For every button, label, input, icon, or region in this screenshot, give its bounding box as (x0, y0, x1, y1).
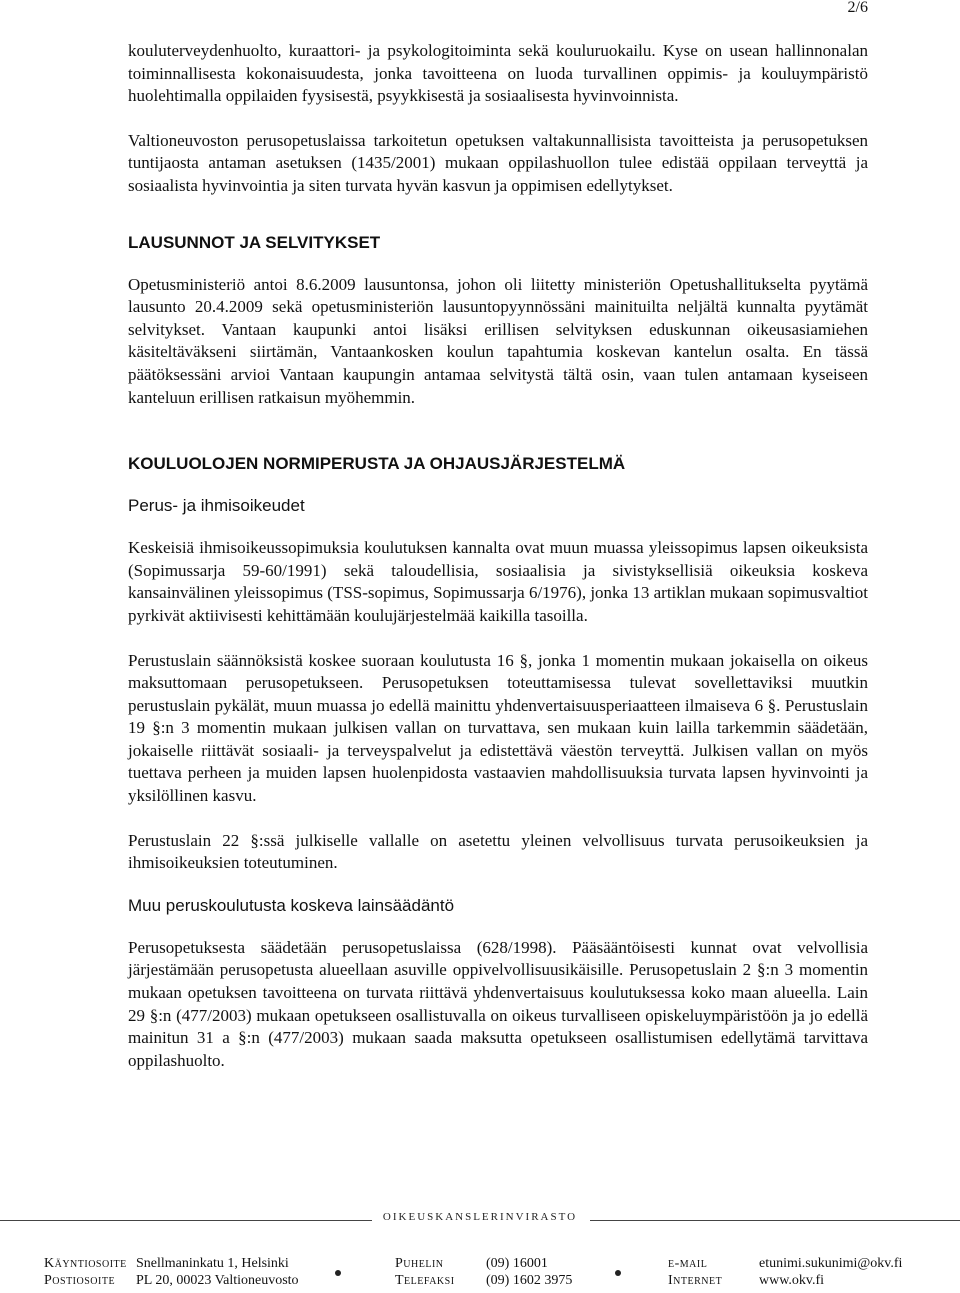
internet-value[interactable]: www.okv.fi (759, 1273, 825, 1288)
post-address-label: Postiosoite (44, 1273, 116, 1288)
footer-row-2 (0, 1273, 960, 1293)
phone-value: (09) 16001 (486, 1256, 548, 1271)
heading-normiperusta: KOULUOLOJEN NORMIPERUSTA JA OHJAUSJÄRJESTELMÄ (128, 454, 626, 474)
footer-rule-right (590, 1220, 960, 1221)
office-name: OIKEUSKANSLERINVIRASTO (382, 1211, 578, 1223)
fax-value: (09) 1602 3975 (486, 1273, 573, 1288)
visit-address-value: Snellmaninkatu 1, Helsinki (136, 1256, 289, 1271)
paragraph-ihmisoikeussopimukset: Keskeisiä ihmisoikeussopimuksia koulutuksen kannalta ovat muun muassa yleissopimus lapsen oikeuksista (Sopimussarja 59-60/1991) sekä taloudellisia, sosiaalisia ja sivistyksellisiä oikeuksia koskeva kansainvälinen yleissopimus (TSS-sopimus, Sopimussarja 6/1976), jonka 13 artiklan mukaan sopimusvaltiot pyrkivät aktiivisesti kehittämään koulujärjestelmää kaikilla tasoilla. (128, 538, 868, 625)
email-label: e-mail (668, 1256, 708, 1271)
heading-perus-ja-ihmisoikeudet: Perus- ja ihmisoikeudet (128, 496, 305, 516)
heading-lausunnot: LAUSUNNOT JA SELVITYKSET (128, 232, 381, 252)
visit-address-label: Käyntiosoite (44, 1256, 127, 1271)
email-value[interactable]: etunimi.sukunimi@okv.fi (759, 1256, 903, 1271)
phone-label: Puhelin (395, 1256, 444, 1271)
footer-rule-left (0, 1220, 372, 1221)
paragraph-perustuslaki: Perustuslain säännöksistä koskee suoraan koulutusta 16 §, jonka 1 momentin mukaan jokaisella on oikeus maksuttomaan perusopetukseen. Perusopetuksen toteuttamisessa tulevat sovellettaviksi muutkin perustuslain pykälät, muun muassa jo edellä mainittu yhdenvertaisuusperiaatteen ilmaiseva 6 §. Perustuslain 19 §:n 3 momentin mukaan julkisen vallan on turvattava, sen mukaan kuin lailla tarkemmin säädetään, jokaiselle riittävät sosiaali- ja terveyspalvelut ja edistettävä väestön terveyttä. Julkisen vallan on myös tuettava perheen ja muiden lapsen huolenpidosta vastaavien mahdollisuuksia turvata lapsen hyvinvointi ja yksilöllinen kasvu. (128, 650, 868, 806)
fax-label: Telefaksi (395, 1273, 455, 1288)
paragraph-perustuslaki-22: Perustuslain 22 §:ssä julkiselle vallalle on asetettu yleinen velvollisuus turvata perusoikeuksien ja ihmisoikeuksien toteutuminen. (128, 830, 868, 873)
paragraph-lausunnot: Opetusministeriö antoi 8.6.2009 lausuntonsa, johon oli liitetty ministeriön Opetushallitukselta pyytämä lausunto 20.4.2009 sekä opetusministeriön lausuntopyynnössäni mainituilta neljältä kunnalta pyytämät selvitykset. Vantaan kaupunki antoi lisäksi erillisen selvityksen eduskunnan oikeusasiamiehen käsiteltäväkseni siirtämän, Vantaankosken koulun tapahtumia koskevan kantelun osalta. En tässä päätöksessäni arvioi Vantaan kaupungin antamaa selvitystä tältä osin, vaan tulen antamaan kyseiseen kanteluun erillisen ratkaisun myöhemmin. (128, 274, 868, 407)
internet-label: Internet (668, 1273, 723, 1288)
footer-office-header (0, 1208, 960, 1238)
heading-muu-lainsaadanto: Muu peruskoulutusta koskeva lainsäädäntö (128, 895, 455, 915)
paragraph-valtioneuvosto: Valtioneuvoston perusopetuslaissa tarkoitetun opetuksen valtakunnallisista tavoitteista ja perusopetuksen tuntijaosta antaman asetuksen (1435/2001) mukaan oppilashuollon tulee edistää oppilaan terveyttä ja sosiaalista hyvinvointia ja siten turvata hyvän kasvun ja oppimisen edellytykset. (128, 130, 868, 195)
page-number: 2/6 (847, 0, 868, 16)
paragraph-perusopetuslaki: Perusopetuksesta säädetään perusopetuslaissa (628/1998). Pääsääntöisesti kunnat ovat velvollisia järjestämään perusopetusta alueellaan asuville oppivelvollisuusikäisille. Perusopetuslain 2 §:n 3 momentin mukaan opetuksen tavoitteena on turvata riittävä yhdenvertaisuus koulutuksessa koko maan alueella. Lain 29 §:n (477/2003) mukaan opetukseen osallistuvalla on oikeus turvalliseen opiskeluympäristöön ja jo edellä mainitun 31 a §:n (477/2003) mukaan saada maksutta opetukseen osallistumisen edellytämä tarvittava oppilashuolto. (128, 937, 868, 1070)
document-body (128, 40, 868, 1072)
paragraph-oppilashuolto: kouluterveydenhuolto, kuraattori- ja psykologitoiminta sekä kouluruokailu. Kyse on usean hallinnonalan toiminnallisesta kokonaisuudesta, jonka tavoitteena on luoda turvallinen oppimis- ja kouluympäristö huolehtimalla oppilaiden fyysisestä, psyykkisestä ja sosiaalisesta hyvinvoinnista. (128, 41, 868, 106)
post-address-value: PL 20, 00023 Valtioneuvosto (136, 1273, 299, 1288)
